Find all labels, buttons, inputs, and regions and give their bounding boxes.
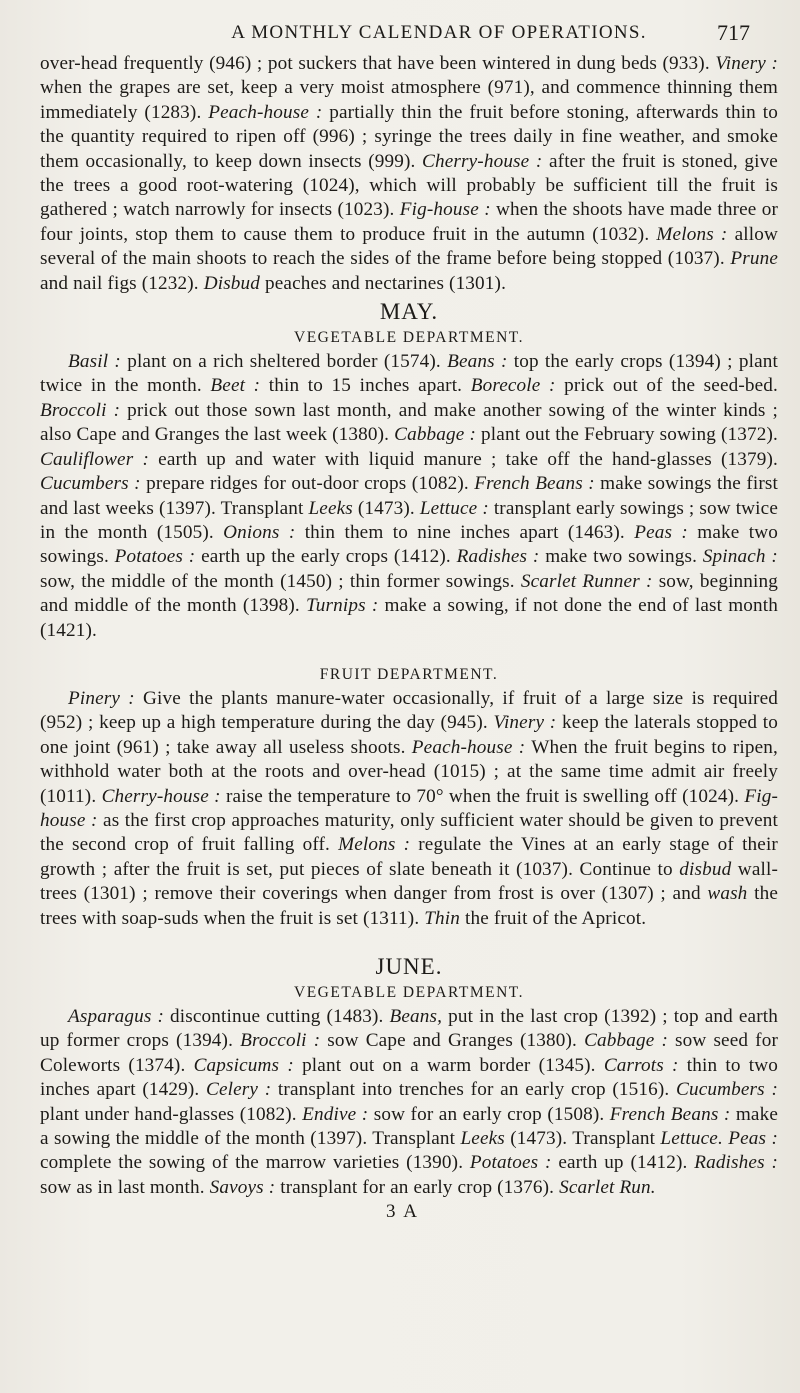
signature-mark: 3 A (386, 1201, 419, 1223)
running-head (40, 14, 778, 52)
page-body (40, 52, 778, 1224)
page-number: 717 (717, 20, 750, 45)
intro-paragraph: over-head frequently (946) ; pot suckers that have been wintered in dung beds (933). Vinery : when the grapes are set, keep a very moist atmosphere (971), and commence thinning them immediately (1283). Peach-house : partially thin the fruit before stoning, afterwards thin to the quantity required to ripen off (996) ; syringe the trees daily in fine weather, and smoke them occasionally, to keep down insects (999). Cherry-house : after the fruit is stoned, give the trees a good root-watering (1024), which will probably be sufficient till the fruit is gathered ; watch narrowly for insects (1023). Fig-house : when the shoots have made three or four joints, stop them to cause them to produce fruit in the autumn (1032). Melons : allow several of the main shoots to reach the sides of the frame before being stopped (1037). Prune and nail figs (1232). Disbud peaches and nectarines (1301). (40, 53, 779, 294)
running-title: A MONTHLY CALENDAR OF OPERATIONS. (231, 22, 647, 43)
month-heading-june: JUNE. (375, 954, 443, 979)
june-vegetable-heading: VEGETABLE DEPARTMENT. (294, 984, 524, 1001)
june-vegetable-paragraph: Asparagus : discontinue cutting (1483). Beans, put in the last crop (1392) ; top and earth up former crops (1394). Broccoli : sow Cape and Granges (1380). Cabbage : sow seed for Coleworts (1374). Capsicums : plant out on a warm border (1345). Carrots : thin to two inches apart (1429). Celery : transplant into trenches for an early crop (1516). Cucumbers : plant under hand-glasses (1082). Endive : sow for an early crop (1508). French Beans : make a sowing the middle of the month (1397). Transplant Leeks (1473). Transplant Lettuce. Peas : complete the sowing of the marrow varieties (1390). Potatoes : earth up (1412). Radishes : sow as in last month. Savoys : transplant for an early crop (1376). Scarlet Run. (40, 1006, 779, 1198)
may-vegetable-paragraph: Basil : plant on a rich sheltered border (1574). Beans : top the early crops (1394) ; plant twice in the month. Beet : thin to 15 inches apart. Borecole : prick out of the seed-bed. Broccoli : prick out those sown last month, and make another sowing of the winter kinds ; also Cape and Granges the last week (1380). Cabbage : plant out the February sowing (1372). Cauliflower : earth up and water with liquid manure ; take off the hand-glasses (1379). Cucumbers : prepare ridges for out-door crops (1082). French Beans : make sowings the first and last weeks (1397). Transplant Leeks (1473). Lettuce : transplant early sowings ; sow twice in the month (1505). Onions : thin them to nine inches apart (1463). Peas : make two sowings. Potatoes : earth up the early crops (1412). Radishes : make two sowings. Spinach : sow, the middle of the month (1450) ; thin former sowings. Scarlet Runner : sow, beginning and middle of the month (1398). Turnips : make a sowing, if not done the end of last month (1421). (40, 351, 779, 641)
may-fruit-heading: FRUIT DEPARTMENT. (319, 665, 499, 683)
may-fruit-paragraph: Pinery : Give the plants manure-water occasionally, if fruit of a large size is required (952) ; keep up a high temperature during the day (945). Vinery : keep the laterals stopped to one joint (961) ; take away all useless shoots. Peach-house : When the fruit begins to ripen, withhold water both at the roots and over-head (1015) ; at the same time admit air freely (1011). Cherry-house : raise the temperature to 70° when the fruit is swelling off (1024). Fig-house : as the first crop approaches maturity, only sufficient water should be given to prevent the second crop of fruit falling off. Melons : regulate the Vines at an early stage of their growth ; after the fruit is set, put pieces of slate beneath it (1037). Continue to disbud wall-trees (1301) ; remove their coverings when danger from frost is over (1307) ; and wash the trees with soap-suds when the fruit is set (1311). Thin the fruit of the Apricot. (40, 687, 779, 929)
month-heading-may: MAY. (379, 299, 439, 325)
may-vegetable-heading: VEGETABLE DEPARTMENT. (294, 329, 524, 347)
